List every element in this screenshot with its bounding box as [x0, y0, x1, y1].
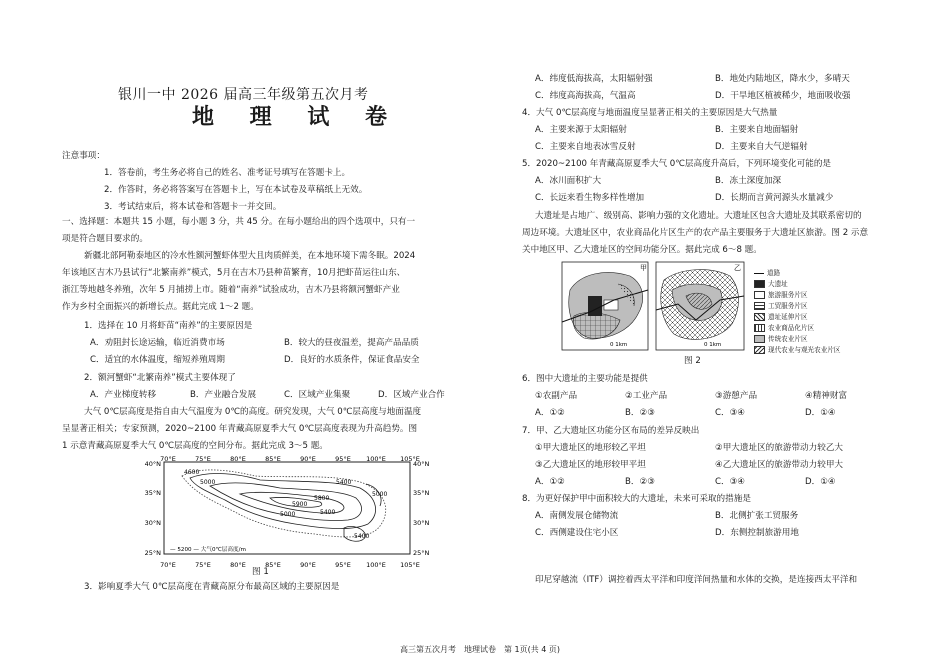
figure2-zoning-map — [560, 260, 750, 354]
passage1-line3: 浙江等地越冬养殖，次年 5 月捕捞上市。随着“南养”试验成功，吉木乃县将额河蟹虾产业 — [62, 285, 400, 295]
q7-option-a[interactable]: A．①② — [535, 477, 565, 487]
q8-option-a[interactable]: A．南侧发展仓储物流 — [535, 511, 619, 521]
q2-option-c[interactable]: C．区域产业集聚 — [284, 390, 351, 400]
q7-item-3: ③乙大遗址区的地形较甲平坦 — [535, 460, 646, 470]
lon-label-105: 105°E — [400, 455, 420, 463]
svg-text:105°E: 105°E — [400, 561, 420, 569]
notes-title: 注意事项： — [62, 151, 105, 161]
q6-item-4: ④精神财富 — [805, 391, 848, 401]
subject-title: 地 理 试 卷 — [192, 104, 401, 130]
q1-option-b[interactable]: B．较大的昼夜温差，提高产品品质 — [284, 338, 419, 348]
q3-option-b[interactable]: B．地处内陆地区，降水少，多晴天 — [715, 74, 850, 84]
lon-label-70: 70°E — [160, 455, 176, 463]
contour-label: 5400 — [336, 479, 352, 486]
svg-text:75°E: 75°E — [195, 561, 211, 569]
legend-road: 道路 — [754, 267, 780, 277]
contour-label: 5000 — [280, 511, 296, 518]
figure2-caption: 图 2 — [684, 356, 701, 366]
q4-option-a[interactable]: A．主要来源于太阳辐射 — [535, 125, 627, 135]
q4-option-d[interactable]: D．主要来自大气逆辐射 — [715, 142, 808, 152]
passage2-line3: 1 示意青藏高原夏季大气 0℃层高度的空间分布。据此完成 3～5 题。 — [62, 441, 328, 451]
q3-option-a[interactable]: A．纬度低海拔高，太阳辐射强 — [535, 74, 653, 84]
section-intro-line1: 一、选择题：本题共 15 小题，每小题 3 分，共 45 分。在每小题给出的四个选项中，只有一 — [62, 217, 416, 227]
q7-item-4: ④乙大遗址区的旅游带动力较甲大 — [715, 460, 844, 470]
svg-text:70°E: 70°E — [160, 561, 176, 569]
q7-option-c[interactable]: C．③④ — [715, 477, 746, 487]
q7-item-2: ②甲大遗址区的旅游带动力较乙大 — [715, 443, 844, 453]
svg-text:90°E: 90°E — [300, 561, 316, 569]
passage1-line2: 年该地区吉木乃县试行“北繁南养”模式，5月在吉木乃县种苗繁育，10月把虾苗运往山东、 — [62, 268, 406, 278]
contour-label: 5400 — [320, 509, 336, 516]
q8-option-b[interactable]: B．北侧扩张工贸服务 — [715, 511, 799, 521]
q7-option-b[interactable]: B．②③ — [625, 477, 655, 487]
passage3-line2: 周边环境。大遗址区中，农业商品化片区生产的农产品主要服务于大遗址区旅游。图 2 示意 — [522, 228, 869, 238]
q7-stem: 7．甲、乙大遗址区功能分区布局的差异反映出 — [522, 426, 700, 436]
figure1-contour-map — [130, 454, 450, 570]
q1-option-d[interactable]: D．良好的水质条件，保证食品安全 — [284, 355, 420, 365]
lon-label-90: 90°E — [300, 455, 316, 463]
lon-label-75: 75°E — [195, 455, 211, 463]
svg-text:85°E: 85°E — [265, 561, 281, 569]
q3-option-c[interactable]: C．纬度高海拔高，气温高 — [535, 91, 636, 101]
svg-text:25°N: 25°N — [413, 549, 430, 557]
legend-big-site: 大遗址 — [754, 278, 788, 288]
contour-label: 5400 — [354, 533, 370, 540]
lon-label-80: 80°E — [230, 455, 246, 463]
note-2: 2．作答时，务必将答案写在答题卡上，写在本试卷及草稿纸上无效。 — [104, 185, 368, 195]
q6-option-b[interactable]: B．②③ — [625, 408, 655, 418]
q6-item-2: ②工业产品 — [625, 391, 668, 401]
q1-option-c[interactable]: C．适宜的水体温度，缩短养殖周期 — [90, 355, 225, 365]
q5-stem: 5．2020~2100 年青藏高原夏季大气 0℃层高度升高后，下列环境变化可能的是 — [522, 159, 832, 169]
svg-text:95°E: 95°E — [335, 561, 351, 569]
q6-option-a[interactable]: A．①② — [535, 408, 565, 418]
passage4-line1: 印尼穿越流（ITF）调控着西太平洋和印度洋间热量和水体的交换，是连接西太平洋和 — [535, 575, 858, 585]
legend-tourism: 旅游服务片区 — [754, 289, 808, 299]
fig2-scale-yi: 0 1km — [704, 342, 722, 348]
page-footer: 高三第五次月考 地理试卷 第 1页(共 4 页) — [400, 645, 561, 654]
lat-label-30: 30°N — [144, 519, 161, 527]
svg-text:35°N: 35°N — [413, 489, 430, 497]
note-3: 3．考试结束后，将本试卷和答题卡一并交回。 — [104, 202, 282, 212]
q6-stem: 6．图中大遗址的主要功能是提供 — [522, 374, 648, 384]
contour-label: 5000 — [372, 491, 388, 498]
q8-stem: 8．为更好保护甲中面积较大的大遗址，未来可采取的措施是 — [522, 494, 751, 504]
passage2-line2: 呈显著正相关；专家预测，2020~2100 年青藏高原夏季大气 0℃层高度表现为升高趋势。图 — [62, 424, 418, 434]
passage1-line1: 新疆北部阿勒泰地区的冷水性额河蟹虾体型大且肉质鲜美，在本地环境下需冬眠。2024 — [84, 251, 416, 261]
q8-option-c[interactable]: C．西侧建设住宅小区 — [535, 528, 619, 538]
q3-option-d[interactable]: D．干旱地区植被稀少，地面吸收强 — [715, 91, 851, 101]
lat-label-35: 35°N — [144, 489, 161, 497]
legend-commercial-agri: 农业商品化片区 — [754, 322, 814, 332]
section-intro-line2: 项是符合题目要求的。 — [62, 234, 148, 244]
svg-text:30°N: 30°N — [413, 519, 430, 527]
q4-option-b[interactable]: B．主要来自地面辐射 — [715, 125, 799, 135]
q2-option-b[interactable]: B．产业融合发展 — [190, 390, 257, 400]
q6-option-d[interactable]: D．①④ — [805, 408, 836, 418]
passage1-line4: 作为乡村全面振兴的新增长点。据此完成 1～2 题。 — [62, 302, 259, 312]
q7-option-d[interactable]: D．①④ — [805, 477, 836, 487]
legend-extension: 遗址延伸片区 — [754, 311, 808, 321]
contour-label: 5000 — [200, 479, 216, 486]
legend-traditional-agri: 传统农业片区 — [754, 333, 808, 343]
lon-label-85: 85°E — [265, 455, 281, 463]
lat-label-40: 40°N — [144, 460, 161, 468]
q1-option-a[interactable]: A．劝阻封长途运输，临近消费市场 — [90, 338, 225, 348]
q7-item-1: ①甲大遗址区的地形较乙平坦 — [535, 443, 646, 453]
q2-stem: 2．额河蟹虾“北繁南养”模式主要体现了 — [84, 373, 236, 383]
svg-text:100°E: 100°E — [366, 561, 386, 569]
passage3-line3: 关中地区甲、乙大遗址区的空间功能分区。据此完成 6～8 题。 — [522, 245, 762, 255]
figure1-caption: 图 1 — [252, 567, 269, 577]
fig2-scale-jia: 0 1km — [610, 342, 628, 348]
contour-label: 5800 — [314, 495, 330, 502]
q3-stem: 3．影响夏季大气 0℃层高度在青藏高原分布最高区域的主要原因是 — [84, 582, 340, 592]
svg-text:80°E: 80°E — [230, 561, 246, 569]
q8-option-d[interactable]: D．东侧控制旅游用地 — [715, 528, 799, 538]
school-title: 银川一中 2026 届高三年级第五次月考 — [118, 87, 369, 103]
svg-text:40°N: 40°N — [413, 460, 430, 468]
q6-option-c[interactable]: C．③④ — [715, 408, 746, 418]
q5-option-d[interactable]: D．长期而言黄河源头水量减少 — [715, 193, 834, 203]
lat-label-25: 25°N — [144, 549, 161, 557]
q1-stem: 1．选择在 10 月将虾苗“南养”的主要原因是 — [84, 321, 253, 331]
fig2-label-jia: 甲 — [640, 264, 647, 272]
note-1: 1．答卷前，考生务必将自己的姓名、准考证号填写在答题卡上。 — [104, 168, 351, 178]
q2-option-d[interactable]: D．区域产业合作 — [378, 390, 445, 400]
q6-item-1: ①农副产品 — [535, 391, 578, 401]
contour-label: 4600 — [184, 469, 200, 476]
q6-item-3: ③游憩产品 — [715, 391, 758, 401]
q5-option-a[interactable]: A．冰川面积扩大 — [535, 176, 602, 186]
passage3-line1: 大遗址是占地广、级别高、影响力强的文化遗址。大遗址区包含大遗址及其联系密切的 — [535, 211, 862, 221]
q5-option-c[interactable]: C．长远来看生物多样性增加 — [535, 193, 645, 203]
legend-industry: 工贸服务片区 — [754, 300, 808, 310]
figure1-legend: — 5200 — 大气0℃层高度/m — [170, 547, 246, 553]
lon-label-100: 100°E — [366, 455, 386, 463]
fig2-label-yi: 乙 — [734, 264, 741, 272]
legend-modern-agri: 现代农业与观光农业片区 — [754, 344, 841, 354]
q4-option-c[interactable]: C．主要来自地表冰雪反射 — [535, 142, 636, 152]
q2-option-a[interactable]: A．产业梯度转移 — [90, 390, 157, 400]
contour-label: 5900 — [292, 501, 308, 508]
lon-label-95: 95°E — [335, 455, 351, 463]
passage2-line1: 大气 0℃层高度是指自由大气温度为 0℃的高度。研究发现，大气 0℃层高度与地面温度 — [84, 407, 422, 417]
q5-option-b[interactable]: B．冻土深度加深 — [715, 176, 782, 186]
q4-stem: 4．大气 0℃层高度与地面温度呈显著正相关的主要原因是大气热量 — [522, 108, 778, 118]
